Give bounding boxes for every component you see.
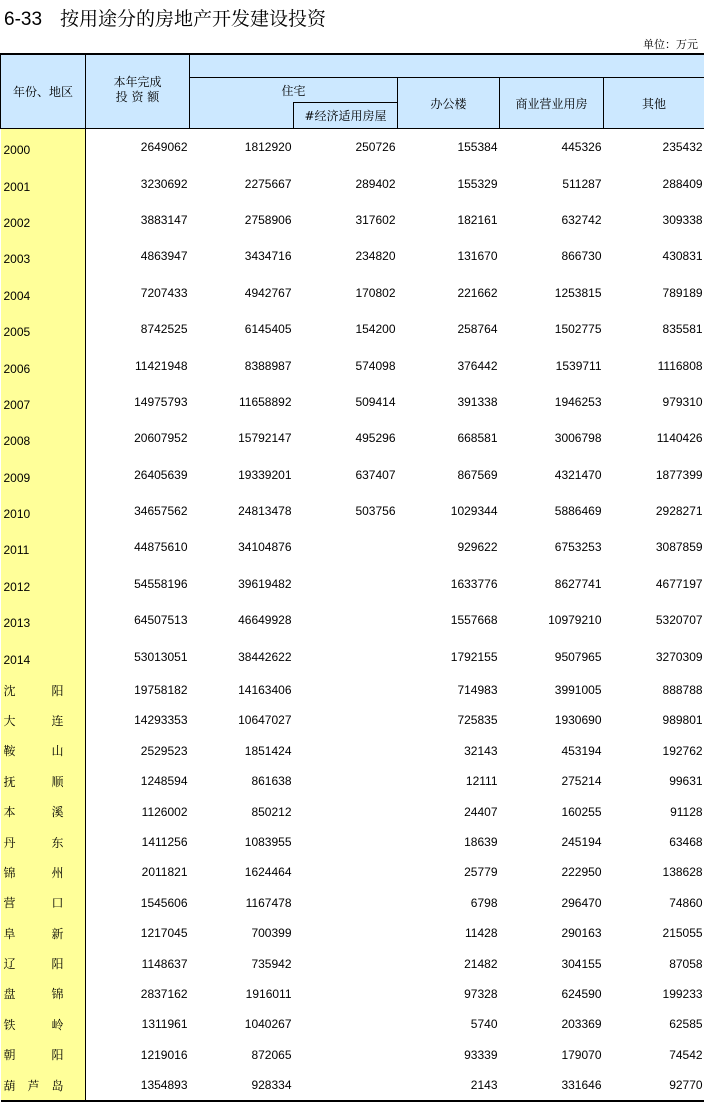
cell-total: 3883147 <box>86 202 190 238</box>
table-row <box>1 766 704 796</box>
cell-office: 21482 <box>398 948 500 978</box>
row-label-text: 2001 <box>4 180 31 194</box>
cell-aff: 317602 <box>294 202 398 238</box>
row-label-text: 2014 <box>4 653 31 667</box>
row-region-label <box>1 766 86 796</box>
cell-aff: 250726 <box>294 129 398 166</box>
row-year-label <box>1 638 86 674</box>
row-region-label <box>1 918 86 948</box>
cell-comm: 296470 <box>500 888 604 918</box>
cell-aff <box>294 675 398 705</box>
cell-total: 11421948 <box>86 347 190 383</box>
row-year-label <box>1 202 86 238</box>
row-label-text: 2000 <box>4 143 31 157</box>
cell-other: 1140426 <box>604 420 704 456</box>
row-region-label <box>1 857 86 887</box>
cell-comm: 160255 <box>500 796 604 826</box>
header-region: 年份、地区 <box>1 54 86 129</box>
row-label-text: 2002 <box>4 216 31 230</box>
cell-comm: 624590 <box>500 979 604 1009</box>
cell-total: 26405639 <box>86 457 190 493</box>
cell-other: 789189 <box>604 275 704 311</box>
row-region-label <box>1 796 86 826</box>
row-label-text: 葫芦岛 <box>4 1077 64 1094</box>
cell-res: 34104876 <box>190 529 294 565</box>
cell-comm: 866730 <box>500 238 604 274</box>
cell-comm: 9507965 <box>500 638 604 674</box>
cell-other: 888788 <box>604 675 704 705</box>
cell-other: 430831 <box>604 238 704 274</box>
cell-total: 64507513 <box>86 602 190 638</box>
cell-office: 6798 <box>398 888 500 918</box>
row-year-label <box>1 420 86 456</box>
cell-total: 14975793 <box>86 384 190 420</box>
table-row <box>1 275 704 311</box>
row-label-text: 2005 <box>4 325 31 339</box>
header-commercial: 商业营业用房 <box>500 78 604 129</box>
investment-table <box>0 53 704 1102</box>
row-year-label <box>1 238 86 274</box>
cell-office: 1792155 <box>398 638 500 674</box>
cell-res: 11658892 <box>190 384 294 420</box>
cell-other: 235432 <box>604 129 704 166</box>
row-label-text: 2008 <box>4 434 31 448</box>
cell-aff: 503756 <box>294 493 398 529</box>
row-year-label <box>1 566 86 602</box>
header-blank-band <box>190 54 704 78</box>
cell-comm: 290163 <box>500 918 604 948</box>
cell-comm: 3006798 <box>500 420 604 456</box>
cell-office: 929622 <box>398 529 500 565</box>
row-year-label <box>1 493 86 529</box>
cell-aff <box>294 766 398 796</box>
cell-res: 1624464 <box>190 857 294 887</box>
row-label-text: 锦州 <box>4 864 64 881</box>
cell-comm: 245194 <box>500 827 604 857</box>
cell-comm: 511287 <box>500 165 604 201</box>
row-region-label <box>1 675 86 705</box>
table-row <box>1 566 704 602</box>
cell-office: 97328 <box>398 979 500 1009</box>
cell-res: 1916011 <box>190 979 294 1009</box>
cell-aff <box>294 638 398 674</box>
cell-other: 199233 <box>604 979 704 1009</box>
table-row <box>1 1009 704 1039</box>
cell-comm: 1946253 <box>500 384 604 420</box>
row-label-text: 2010 <box>4 507 31 521</box>
cell-total: 1248594 <box>86 766 190 796</box>
cell-office: 221662 <box>398 275 500 311</box>
row-label-text: 阜新 <box>4 925 64 942</box>
row-label-text: 本溪 <box>4 803 64 820</box>
cell-res: 1851424 <box>190 736 294 766</box>
table-row <box>1 602 704 638</box>
cell-office: 867569 <box>398 457 500 493</box>
cell-aff <box>294 1009 398 1039</box>
cell-comm: 1502775 <box>500 311 604 347</box>
cell-res: 2758906 <box>190 202 294 238</box>
cell-comm: 179070 <box>500 1040 604 1070</box>
row-label-text: 大连 <box>4 712 64 729</box>
cell-comm: 331646 <box>500 1070 604 1101</box>
row-year-label <box>1 275 86 311</box>
cell-res: 1167478 <box>190 888 294 918</box>
cell-other: 63468 <box>604 827 704 857</box>
cell-comm: 5886469 <box>500 493 604 529</box>
cell-comm: 8627741 <box>500 566 604 602</box>
page-title <box>4 4 326 31</box>
cell-res: 700399 <box>190 918 294 948</box>
cell-office: 714983 <box>398 675 500 705</box>
cell-aff <box>294 888 398 918</box>
cell-other: 1116808 <box>604 347 704 383</box>
table-row <box>1 979 704 1009</box>
table-row <box>1 918 704 948</box>
cell-aff <box>294 566 398 602</box>
cell-other: 4677197 <box>604 566 704 602</box>
cell-other: 87058 <box>604 948 704 978</box>
row-region-label <box>1 705 86 735</box>
cell-total: 2529523 <box>86 736 190 766</box>
cell-res: 8388987 <box>190 347 294 383</box>
table-row <box>1 347 704 383</box>
row-label-text: 2011 <box>4 543 30 557</box>
cell-office: 131670 <box>398 238 500 274</box>
cell-other: 979310 <box>604 384 704 420</box>
cell-total: 7207433 <box>86 275 190 311</box>
cell-total: 2837162 <box>86 979 190 1009</box>
table-row <box>1 311 704 347</box>
cell-other: 192762 <box>604 736 704 766</box>
cell-other: 62585 <box>604 1009 704 1039</box>
row-label-text: 2012 <box>4 580 31 594</box>
row-year-label <box>1 457 86 493</box>
cell-total: 1219016 <box>86 1040 190 1070</box>
row-label-text: 辽阳 <box>4 955 64 972</box>
cell-aff <box>294 857 398 887</box>
header-office: 办公楼 <box>398 78 500 129</box>
cell-office: 155329 <box>398 165 500 201</box>
cell-office: 12111 <box>398 766 500 796</box>
table-row <box>1 857 704 887</box>
table-row <box>1 457 704 493</box>
table-row <box>1 638 704 674</box>
cell-office: 725835 <box>398 705 500 735</box>
row-label-text: 丹东 <box>4 834 64 851</box>
cell-aff <box>294 948 398 978</box>
cell-comm: 4321470 <box>500 457 604 493</box>
cell-office: 93339 <box>398 1040 500 1070</box>
cell-aff <box>294 529 398 565</box>
cell-office: 1557668 <box>398 602 500 638</box>
table-title: 按用途分的房地产开发建设投资 <box>60 8 326 30</box>
cell-office: 668581 <box>398 420 500 456</box>
cell-res: 6145405 <box>190 311 294 347</box>
cell-res: 4942767 <box>190 275 294 311</box>
header-affordable: #经济适用房屋 <box>294 103 398 129</box>
cell-comm: 203369 <box>500 1009 604 1039</box>
cell-other: 92770 <box>604 1070 704 1101</box>
cell-other: 215055 <box>604 918 704 948</box>
cell-office: 182161 <box>398 202 500 238</box>
row-label-text: 抚顺 <box>4 773 64 790</box>
cell-office: 2143 <box>398 1070 500 1101</box>
cell-other: 3270309 <box>604 638 704 674</box>
row-year-label <box>1 165 86 201</box>
cell-office: 1633776 <box>398 566 500 602</box>
cell-total: 1126002 <box>86 796 190 826</box>
cell-total: 19758182 <box>86 675 190 705</box>
cell-res: 38442622 <box>190 638 294 674</box>
cell-office: 155384 <box>398 129 500 166</box>
cell-total: 54558196 <box>86 566 190 602</box>
cell-other: 99631 <box>604 766 704 796</box>
cell-total: 44875610 <box>86 529 190 565</box>
cell-other: 989801 <box>604 705 704 735</box>
cell-aff: 637407 <box>294 457 398 493</box>
table-row <box>1 165 704 201</box>
cell-total: 2649062 <box>86 129 190 166</box>
cell-res: 1812920 <box>190 129 294 166</box>
cell-other: 2928271 <box>604 493 704 529</box>
row-label-text: 2004 <box>4 289 31 303</box>
cell-other: 3087859 <box>604 529 704 565</box>
cell-total: 4863947 <box>86 238 190 274</box>
cell-office: 376442 <box>398 347 500 383</box>
cell-res: 19339201 <box>190 457 294 493</box>
cell-res: 10647027 <box>190 705 294 735</box>
cell-aff: 154200 <box>294 311 398 347</box>
cell-res: 39619482 <box>190 566 294 602</box>
cell-comm: 222950 <box>500 857 604 887</box>
cell-other: 138628 <box>604 857 704 887</box>
table-row <box>1 705 704 735</box>
table-body <box>1 129 704 1102</box>
cell-res: 3434716 <box>190 238 294 274</box>
cell-office: 18639 <box>398 827 500 857</box>
cell-office: 5740 <box>398 1009 500 1039</box>
cell-total: 14293353 <box>86 705 190 735</box>
table-number: 6-33 <box>4 9 42 30</box>
cell-office: 1029344 <box>398 493 500 529</box>
cell-aff <box>294 705 398 735</box>
cell-aff <box>294 736 398 766</box>
cell-office: 24407 <box>398 796 500 826</box>
row-label-text: 铁岭 <box>4 1016 64 1033</box>
cell-res: 872065 <box>190 1040 294 1070</box>
row-year-label <box>1 129 86 166</box>
table-row <box>1 675 704 705</box>
cell-other: 309338 <box>604 202 704 238</box>
table-row <box>1 827 704 857</box>
cell-other: 5320707 <box>604 602 704 638</box>
cell-aff <box>294 796 398 826</box>
cell-res: 850212 <box>190 796 294 826</box>
cell-total: 34657562 <box>86 493 190 529</box>
cell-comm: 453194 <box>500 736 604 766</box>
cell-total: 53013051 <box>86 638 190 674</box>
cell-total: 20607952 <box>86 420 190 456</box>
table-row <box>1 1040 704 1070</box>
row-year-label <box>1 347 86 383</box>
cell-comm: 3991005 <box>500 675 604 705</box>
table-row <box>1 1070 704 1101</box>
cell-aff: 234820 <box>294 238 398 274</box>
cell-aff <box>294 1040 398 1070</box>
cell-comm: 1930690 <box>500 705 604 735</box>
cell-total: 1411256 <box>86 827 190 857</box>
cell-aff: 170802 <box>294 275 398 311</box>
unit-label: 单位：万元 <box>643 36 698 52</box>
table-row <box>1 238 704 274</box>
table-row <box>1 888 704 918</box>
cell-res: 1040267 <box>190 1009 294 1039</box>
cell-res: 24813478 <box>190 493 294 529</box>
cell-other: 1877399 <box>604 457 704 493</box>
row-year-label <box>1 311 86 347</box>
cell-comm: 1539711 <box>500 347 604 383</box>
header-residential-spacer <box>190 103 294 129</box>
cell-aff <box>294 1070 398 1101</box>
cell-comm: 304155 <box>500 948 604 978</box>
cell-other: 74542 <box>604 1040 704 1070</box>
cell-total: 3230692 <box>86 165 190 201</box>
cell-office: 258764 <box>398 311 500 347</box>
row-label-text: 营口 <box>4 894 64 911</box>
cell-total: 1217045 <box>86 918 190 948</box>
row-region-label <box>1 1040 86 1070</box>
row-region-label <box>1 736 86 766</box>
cell-res: 14163406 <box>190 675 294 705</box>
row-label-text: 2013 <box>4 616 31 630</box>
table-row <box>1 493 704 529</box>
cell-office: 25779 <box>398 857 500 887</box>
row-region-label <box>1 1070 86 1101</box>
row-label-text: 沈阳 <box>4 682 64 699</box>
table-row <box>1 736 704 766</box>
cell-aff: 509414 <box>294 384 398 420</box>
cell-other: 74860 <box>604 888 704 918</box>
cell-aff <box>294 827 398 857</box>
cell-other: 288409 <box>604 165 704 201</box>
row-region-label <box>1 948 86 978</box>
cell-comm: 275214 <box>500 766 604 796</box>
row-label-text: 2007 <box>4 398 31 412</box>
cell-res: 928334 <box>190 1070 294 1101</box>
cell-aff <box>294 602 398 638</box>
cell-comm: 445326 <box>500 129 604 166</box>
cell-comm: 1253815 <box>500 275 604 311</box>
cell-aff: 495296 <box>294 420 398 456</box>
row-year-label <box>1 602 86 638</box>
header-residential: 住宅 <box>190 78 398 103</box>
cell-res: 15792147 <box>190 420 294 456</box>
header-total <box>86 54 190 129</box>
row-region-label <box>1 827 86 857</box>
cell-comm: 6753253 <box>500 529 604 565</box>
table-row <box>1 796 704 826</box>
row-label-text: 盘锦 <box>4 985 64 1002</box>
cell-res: 861638 <box>190 766 294 796</box>
cell-res: 46649928 <box>190 602 294 638</box>
table-header <box>1 54 704 129</box>
cell-res: 1083955 <box>190 827 294 857</box>
row-year-label <box>1 384 86 420</box>
cell-aff: 574098 <box>294 347 398 383</box>
cell-comm: 632742 <box>500 202 604 238</box>
table-row <box>1 129 704 166</box>
table-row <box>1 948 704 978</box>
row-label-text: 朝阳 <box>4 1046 64 1063</box>
row-region-label <box>1 1009 86 1039</box>
table-row <box>1 384 704 420</box>
cell-total: 8742525 <box>86 311 190 347</box>
cell-total: 1354893 <box>86 1070 190 1101</box>
table-row <box>1 420 704 456</box>
cell-comm: 10979210 <box>500 602 604 638</box>
table-row <box>1 529 704 565</box>
cell-office: 391338 <box>398 384 500 420</box>
cell-other: 91128 <box>604 796 704 826</box>
header-total-line1: 本年完成 <box>86 75 189 90</box>
row-region-label <box>1 979 86 1009</box>
cell-res: 735942 <box>190 948 294 978</box>
header-other: 其他 <box>604 78 704 129</box>
cell-res: 2275667 <box>190 165 294 201</box>
cell-total: 1311961 <box>86 1009 190 1039</box>
cell-total: 2011821 <box>86 857 190 887</box>
table-row <box>1 202 704 238</box>
cell-total: 1148637 <box>86 948 190 978</box>
header-total-line2: 投 资 额 <box>86 90 189 105</box>
row-label-text: 2009 <box>4 471 31 485</box>
row-label-text: 鞍山 <box>4 742 64 759</box>
cell-aff: 289402 <box>294 165 398 201</box>
row-year-label <box>1 529 86 565</box>
row-region-label <box>1 888 86 918</box>
cell-office: 11428 <box>398 918 500 948</box>
row-label-text: 2006 <box>4 362 31 376</box>
cell-office: 32143 <box>398 736 500 766</box>
cell-total: 1545606 <box>86 888 190 918</box>
row-label-text: 2003 <box>4 252 31 266</box>
cell-other: 835581 <box>604 311 704 347</box>
cell-aff <box>294 979 398 1009</box>
cell-aff <box>294 918 398 948</box>
